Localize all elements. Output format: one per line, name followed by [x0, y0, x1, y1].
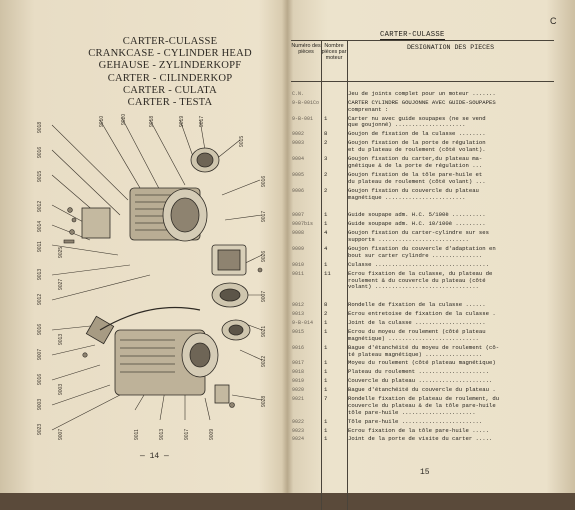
- table-rows: [291, 82, 554, 445]
- callout: 9013: [37, 268, 43, 280]
- callout: 9023: [37, 423, 43, 435]
- part-number: 9004: [292, 156, 305, 163]
- part-number: 9018: [292, 369, 305, 376]
- callout: 9022: [261, 355, 267, 367]
- part-quantity: 2: [324, 186, 328, 194]
- part-designation: Goujon fixation du couvercle du plateau magnétique ........................: [348, 186, 479, 201]
- callout: 9014: [37, 220, 43, 232]
- part-quantity: 1: [324, 435, 328, 443]
- header-designation: DESIGNATION DES PIECES: [406, 44, 495, 51]
- crankcase-part: [86, 308, 229, 404]
- part-number: 9019: [292, 378, 305, 385]
- table-row: [291, 172, 554, 188]
- table-row: [291, 396, 554, 419]
- part-designation: Bague d'étanchéité du moyeu de roulement (cô- té plateau magnétique) .................: [348, 343, 500, 358]
- part-quantity: 1: [324, 211, 328, 219]
- part-number: 9005: [292, 171, 305, 178]
- part-number: 9015: [292, 328, 305, 335]
- part-designation: Joint de la culasse .....................: [348, 318, 486, 326]
- part-number: 9012: [292, 302, 305, 309]
- part-designation: Goujon fixation du carter,du plateau ma- gnétique & de la porte de régulation ...: [348, 155, 483, 169]
- part-quantity: 1: [324, 377, 328, 385]
- part-quantity: 1: [324, 318, 328, 326]
- part-quantity: 2: [324, 170, 328, 178]
- callout: 9026: [261, 250, 267, 262]
- callout: 9013: [58, 333, 64, 345]
- part-designation: Ecrou du moyeu de roulement (côté plateau magnétique) ...........................: [348, 327, 486, 342]
- part-number: 9007: [292, 212, 305, 219]
- callout: 9012: [37, 293, 43, 305]
- table-row: [291, 246, 554, 262]
- part-designation: Carter nu avec guide soupapes (ne se vend que goujonné) .....................: [348, 114, 486, 129]
- part-designation: Plateau du roulement .....................: [348, 368, 489, 376]
- part-number: 9-B-001Co: [292, 99, 320, 106]
- part-quantity: 1: [324, 220, 328, 228]
- table-row: [291, 230, 554, 246]
- part-designation: Rondelle fixation de plateau de roulement, du couvercle du plateau & de la tôle pare-huile tôle pare-huile ......................: [348, 395, 500, 416]
- part-number: 9023: [292, 427, 305, 434]
- part-quantity: 11: [324, 269, 331, 277]
- callout: 9010: [99, 115, 105, 127]
- left-page: [0, 0, 286, 493]
- part-number: 9-B-001: [292, 115, 314, 122]
- table-row: [291, 271, 554, 294]
- table-row: [291, 116, 554, 132]
- part-number: 9007bis: [292, 221, 314, 228]
- part-number: 9003: [292, 140, 305, 147]
- title-es: CARTER - CULATA: [123, 84, 217, 96]
- part-quantity: 2: [324, 310, 328, 318]
- part-quantity: 1: [324, 260, 328, 268]
- part-number: 9024: [292, 436, 305, 443]
- callout: 9007: [58, 428, 64, 440]
- part-designation: Goujon fixation du carter-cylindre sur ses supports ...........................: [348, 229, 489, 244]
- part-number: 9008: [292, 230, 305, 237]
- callout: 9021: [261, 325, 267, 337]
- part-quantity: 1: [324, 417, 328, 425]
- part-number: 9022: [292, 418, 305, 425]
- part-quantity: 1: [324, 359, 328, 367]
- part-quantity: 4: [324, 244, 328, 252]
- callout: 9025: [58, 246, 64, 258]
- part-designation: Tôle pare-huile ........................: [348, 417, 483, 425]
- part-quantity: 2: [324, 139, 328, 147]
- callout: 9013: [159, 428, 165, 440]
- part-quantity: 4: [324, 229, 328, 237]
- part-designation: Guide soupape adm. H.C. 10/100è .........: [348, 220, 486, 228]
- part-designation: Goujon fixation de la tôle pare-huile et du plateau de roulement (côté volant) ...: [348, 170, 486, 185]
- part-designation: CARTER CYLINDRE GOUJONNE AVEC GUIDE-SOUPAPES comprenant :: [348, 98, 496, 113]
- header-number: Numéro des pièces: [291, 43, 321, 56]
- part-designation: Joint de la porte de visite du carter .....: [348, 435, 493, 443]
- callout: 9003: [37, 398, 43, 410]
- part-designation: Rondelle de fixation de la culasse ......: [348, 301, 486, 309]
- part-designation: Ecrou fixation de la tôle pare-huile .....: [348, 426, 489, 434]
- callout: 9016: [261, 175, 267, 187]
- part-number: 9016: [292, 344, 305, 351]
- part-number: C.N.: [292, 90, 305, 97]
- part-quantity: 1: [324, 368, 328, 376]
- part-designation: Culasse ..................................: [348, 260, 489, 268]
- table-row: [291, 140, 554, 156]
- callout: 9009: [209, 428, 215, 440]
- part-number: 9009: [292, 245, 305, 252]
- part-number: 9006: [292, 187, 305, 194]
- callout: 9018: [37, 121, 43, 133]
- part-number: 9-B-014: [292, 319, 314, 326]
- part-designation: Ecrou fixation de la culasse, du plateau de roulement & du couvercle du plateau (côté volant) ...............................: [348, 269, 493, 291]
- part-quantity: 7: [324, 395, 328, 403]
- title-fr: CARTER-CULASSE: [122, 36, 218, 47]
- title-nl: CARTER - CILINDERKOP: [107, 72, 233, 84]
- part-designation: Goujon fixation de la porte de régulation et du plateau de roulement (côté volant).: [348, 139, 486, 154]
- part-quantity: 1: [324, 327, 328, 335]
- part-designation: Ecrou entretoise de fixation de la culasse .: [348, 310, 496, 318]
- table-row: [291, 188, 554, 204]
- part-quantity: 1: [324, 386, 328, 394]
- part-number: 9017: [292, 360, 305, 367]
- title-it: CARTER - TESTA: [127, 97, 213, 109]
- callout: 9015: [37, 170, 43, 182]
- page-number-left: — 14 —: [140, 452, 169, 461]
- exploded-diagram: [0, 0, 286, 493]
- part-quantity: 1: [324, 343, 328, 351]
- part-number: 9011: [292, 270, 305, 277]
- part-designation: Jeu de joints complet pour un moteur .......: [348, 89, 496, 97]
- part-designation: Couvercle du plateau ......................: [348, 377, 493, 385]
- part-number: 9002: [292, 131, 305, 138]
- callout: 9016: [37, 373, 43, 385]
- callout: 9015: [239, 135, 245, 147]
- part-quantity: 1: [324, 426, 328, 434]
- part-quantity: 3: [324, 155, 328, 163]
- callout: 9003: [58, 383, 64, 395]
- part-designation: Goujon fixation du couvercle d'adaptation en bout sur carter cylindre ...............: [348, 244, 496, 259]
- part-number: 9010: [292, 261, 305, 268]
- callout: 9016: [37, 323, 43, 335]
- callout-labels-left: [37, 122, 64, 440]
- callout: 9012: [37, 200, 43, 212]
- table-row: [291, 156, 554, 172]
- page-number-right: 15: [420, 468, 430, 477]
- table-row: [291, 100, 554, 116]
- part-designation: Goujon de fixation de la culasse ........: [348, 130, 486, 138]
- callout: 9027: [58, 278, 64, 290]
- part-number: 9013: [292, 311, 305, 318]
- callout: 9019: [179, 115, 185, 127]
- callout: 9017: [184, 428, 190, 440]
- part-designation: Guide soupape adm. H.C. 5/100è ..........: [348, 211, 486, 219]
- callout: 9028: [261, 395, 267, 407]
- title-de: GEHAUSE - ZYLINDERKOPF: [98, 60, 242, 72]
- part-quantity: 1: [324, 114, 328, 122]
- callout: 9007: [261, 290, 267, 302]
- callout: 9016: [37, 146, 43, 158]
- table-row: [291, 345, 554, 361]
- part-number: 9021: [292, 396, 305, 403]
- table-title: CARTER-CULASSE: [380, 31, 445, 39]
- gasket-part: [212, 245, 250, 340]
- part-quantity: 8: [324, 130, 328, 138]
- callout: 9018: [149, 115, 155, 127]
- callout: 9007: [37, 348, 43, 360]
- callout: 9011: [134, 429, 140, 440]
- cylinder-head-part: [82, 148, 219, 241]
- table-row: [291, 436, 554, 445]
- corner-mark: C: [550, 16, 557, 26]
- table-header: [291, 40, 554, 82]
- callout: 9017: [199, 115, 205, 127]
- table-row: [291, 329, 554, 345]
- title-en: CRANKCASE - CYLINDER HEAD: [88, 48, 252, 60]
- callout: 9011: [37, 241, 43, 252]
- callout: 9020: [121, 113, 127, 125]
- part-number: 9020: [292, 387, 305, 394]
- part-designation: Moyeu du roulement (côté plateau magnétique): [348, 359, 496, 367]
- callout: 9017: [261, 210, 267, 222]
- header-quantity: Nombre pièces par moteur: [321, 43, 347, 62]
- part-quantity: 8: [324, 301, 328, 309]
- part-designation: Bague d'étanchéité du couvercle du plateau .: [348, 386, 496, 394]
- parts-table: [291, 40, 554, 445]
